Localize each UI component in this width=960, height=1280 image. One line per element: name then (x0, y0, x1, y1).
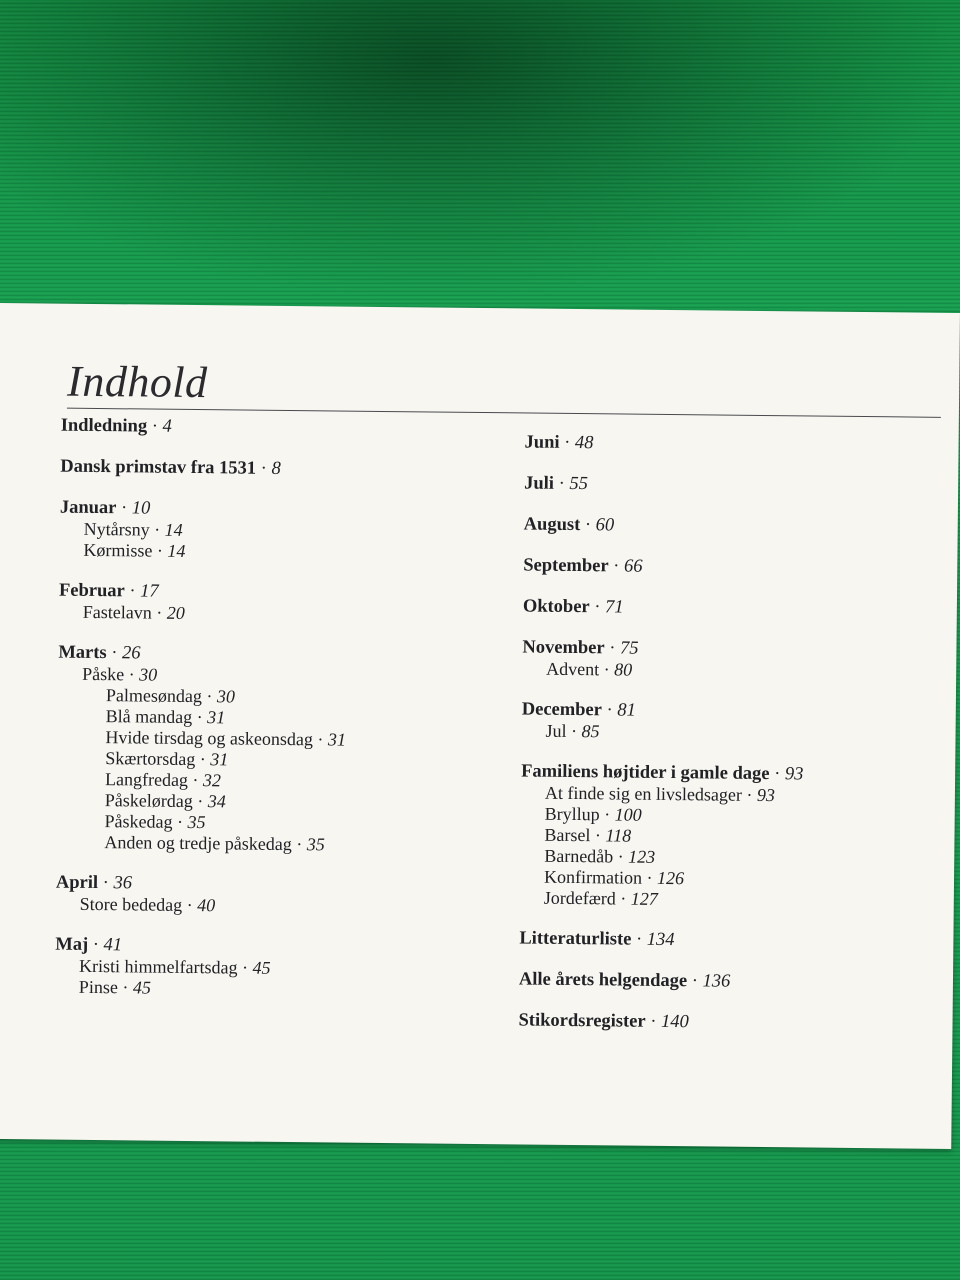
toc-separator: · (124, 664, 140, 685)
toc-separator: · (645, 1011, 662, 1032)
toc-separator: · (147, 416, 163, 437)
toc-page-number: 30 (139, 664, 158, 685)
toc-entry-label: Jul (545, 720, 567, 741)
toc-entry-label: Hvide tirsdag og askeonsdag (105, 727, 314, 750)
toc-separator: · (604, 638, 621, 659)
toc-separator: · (88, 934, 104, 956)
toc-separator: · (151, 602, 167, 623)
toc-separator: · (192, 791, 208, 812)
toc-separator: · (566, 720, 582, 742)
toc-entry-label: Barnedåb (544, 845, 614, 867)
toc-entry-label: Påske (82, 663, 125, 685)
toc-entry-label: Palmesøndag (105, 685, 203, 707)
toc-entry-label: Konfirmation (543, 866, 643, 888)
toc-page-number: 48 (574, 433, 594, 454)
toc-separator: · (559, 432, 576, 454)
toc-separator: · (116, 498, 132, 519)
toc-page-number: 40 (197, 895, 216, 916)
toc-entry-label: Advent (546, 658, 600, 680)
toc-page-number: 71 (605, 597, 624, 618)
toc-page-number: 36 (113, 873, 133, 894)
toc-entry (524, 514, 934, 539)
toc-separator: · (117, 977, 133, 998)
toc-separator: · (152, 540, 168, 561)
toc-entry-label: Dansk primstav fra 1531 (60, 456, 257, 479)
toc-page-number: 81 (617, 700, 636, 721)
toc-page-number: 93 (784, 764, 804, 785)
toc-entry (523, 555, 933, 580)
toc-entry-label: December (521, 699, 603, 721)
toc-page-number: 30 (216, 686, 236, 707)
toc-page-number: 134 (646, 929, 675, 951)
toc-separator: · (97, 873, 114, 894)
toc-page-number: 10 (131, 498, 151, 519)
toc-entry-label: September (523, 555, 609, 577)
toc-separator: · (615, 888, 631, 909)
toc-page-number: 17 (140, 581, 159, 602)
toc-entry-label: Langfredag (104, 769, 189, 790)
toc-page-number: 26 (121, 643, 141, 664)
toc-separator: · (613, 846, 629, 867)
toc-page-number: 118 (605, 825, 632, 846)
toc-page-number: 66 (623, 556, 643, 577)
toc-separator: · (590, 825, 606, 846)
toc-entry-label: Juni (524, 432, 560, 453)
toc-entry-label: Marts (58, 642, 107, 664)
toc-entry-label: Stikordsregister (518, 1010, 646, 1032)
toc-entry-label: Påskelørdag (104, 790, 193, 812)
toc-separator: · (553, 473, 570, 494)
toc-separator: · (149, 519, 165, 540)
toc-entry (524, 432, 934, 457)
toc-page-number: 126 (656, 867, 685, 889)
toc-entry-label: Februar (58, 580, 125, 602)
toc-page-number: 75 (619, 638, 639, 659)
toc-separator: · (187, 769, 204, 791)
toc-entry-label: Juli (524, 473, 555, 494)
toc-separator: · (599, 804, 615, 825)
toc-page-number: 127 (630, 888, 658, 909)
toc-page-number: 32 (202, 770, 222, 791)
toc-separator: · (195, 749, 211, 770)
toc-separator: · (237, 957, 253, 978)
toc-separator: · (589, 597, 606, 618)
toc-page-number: 14 (164, 519, 183, 540)
toc-separator: · (124, 581, 141, 602)
toc-page-number: 85 (581, 721, 600, 742)
toc-page-number: 31 (210, 749, 229, 770)
toc-page-number: 140 (660, 1011, 689, 1033)
toc-entry (523, 596, 933, 621)
toc-page-number: 93 (756, 784, 775, 806)
toc-entry-label: April (55, 872, 99, 894)
toc-page-number: 4 (162, 416, 172, 437)
shadow-overlay (0, 0, 960, 300)
toc-separator: · (631, 929, 647, 950)
toc-separator: · (172, 811, 188, 832)
toc-separator: · (769, 764, 786, 785)
toc-entry-label: Blå mandag (105, 706, 193, 728)
toc-entry-label: Påskedag (104, 811, 173, 832)
toc-entry-label: Januar (59, 497, 117, 519)
toc-page-number: 31 (207, 707, 226, 728)
toc-entry-label: Skærtorsdag (105, 748, 196, 770)
toc-entry-label: Oktober (522, 596, 590, 618)
toc-entry-label: Store bededag (79, 893, 183, 915)
toc-page-number: 35 (306, 834, 325, 855)
toc-entry-label: Maj (55, 934, 89, 955)
toc-entry-label: Familiens højtider i gamle dage (521, 761, 770, 785)
toc-separator: · (312, 729, 329, 750)
page-title: Indhold (66, 356, 208, 408)
toc-entry-label: Indledning (60, 415, 148, 437)
toc-entry-label: November (522, 637, 605, 659)
toc-entry (55, 977, 495, 1003)
toc-entry-label: Jordefærd (543, 887, 616, 909)
toc-entry-label: August (523, 514, 581, 536)
toc-entry (519, 969, 929, 994)
toc-entry-label: Alle årets helgendage (518, 969, 688, 992)
toc-entry-label: Fastelavn (82, 601, 152, 623)
toc-separator: · (741, 784, 757, 805)
toc-page-number: 123 (628, 846, 656, 867)
toc-entry-label: Anden og tredje påskedag (104, 832, 292, 855)
toc-separator: · (601, 700, 618, 721)
toc-page-number: 41 (103, 935, 123, 956)
toc-separator: · (641, 867, 658, 888)
toc-separator: · (599, 659, 615, 680)
toc-entry (520, 887, 930, 912)
toc-page-number: 100 (614, 804, 642, 825)
toc-left-column (55, 416, 501, 1003)
toc-entry-label: Nytårsny (83, 518, 150, 540)
toc-entry (521, 720, 931, 745)
book-page (0, 303, 960, 1149)
toc-separator: · (608, 556, 625, 577)
toc-page-number: 34 (207, 791, 226, 812)
toc-separator: · (182, 894, 198, 916)
toc-page-number: 45 (132, 977, 151, 998)
toc-entry-label: Kørmisse (83, 539, 153, 561)
toc-entry (518, 1010, 928, 1035)
toc-entry-label: Kristi himmelfartsdag (78, 955, 238, 978)
toc-separator: · (106, 643, 123, 664)
toc-page-number: 80 (614, 659, 633, 680)
toc-page-number: 45 (252, 957, 271, 978)
toc-entry (524, 473, 934, 498)
toc-entry (519, 928, 929, 953)
toc-separator: · (580, 515, 596, 536)
toc-page-number: 31 (327, 729, 347, 750)
toc-separator: · (687, 971, 703, 992)
toc-entry-label: Litteraturliste (519, 928, 632, 950)
toc-entry-label: Pinse (78, 976, 118, 998)
toc-separator: · (192, 707, 208, 728)
toc-separator: · (255, 458, 272, 479)
toc-entry-label: At finde sig en livsledsager (544, 782, 742, 805)
toc-entry (522, 658, 932, 683)
toc-page-number: 8 (271, 458, 281, 479)
toc-separator: · (201, 686, 218, 707)
toc-page-number: 20 (166, 602, 185, 623)
toc-right-column (518, 432, 934, 1035)
toc-entry-label: Bryllup (544, 803, 600, 825)
toc-page-number: 14 (167, 540, 186, 561)
toc-separator: · (291, 834, 307, 855)
toc-entry-label: Barsel (544, 824, 591, 846)
toc-page-number: 60 (595, 515, 615, 536)
toc-page-number: 55 (569, 473, 589, 495)
toc-page-number: 35 (187, 811, 206, 833)
toc-page-number: 136 (702, 971, 731, 992)
